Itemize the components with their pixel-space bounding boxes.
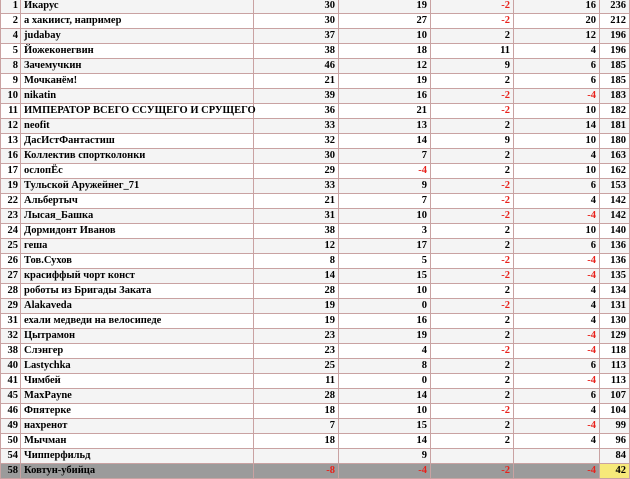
cell-score-1[interactable]: 21 — [254, 74, 339, 89]
cell-rank[interactable]: 28 — [1, 284, 21, 299]
cell-score-3[interactable]: 2 — [431, 74, 514, 89]
cell-rank[interactable]: 24 — [1, 224, 21, 239]
cell-total[interactable]: 134 — [600, 284, 630, 299]
cell-total[interactable]: 236 — [600, 0, 630, 14]
cell-score-3[interactable]: 2 — [431, 329, 514, 344]
cell-score-3[interactable]: -2 — [431, 194, 514, 209]
table-row — [1, 59, 630, 74]
cell-score-3[interactable] — [431, 449, 514, 464]
cell-score-2[interactable]: 10 — [339, 209, 431, 224]
cell-score-4[interactable]: 6 — [514, 74, 600, 89]
cell-score-3[interactable]: 9 — [431, 134, 514, 149]
cell-score-1[interactable]: 33 — [254, 179, 339, 194]
cell-score-1[interactable]: 11 — [254, 374, 339, 389]
cell-score-4[interactable]: -4 — [514, 344, 600, 359]
cell-rank[interactable]: 49 — [1, 419, 21, 434]
cell-score-2[interactable]: 19 — [339, 329, 431, 344]
cell-rank[interactable]: 32 — [1, 329, 21, 344]
cell-total[interactable]: 130 — [600, 314, 630, 329]
cell-team-name[interactable]: Коллектив спортколонки — [21, 149, 254, 164]
cell-rank[interactable]: 10 — [1, 89, 21, 104]
cell-score-1[interactable]: 38 — [254, 44, 339, 59]
cell-total[interactable]: 142 — [600, 194, 630, 209]
cell-team-name[interactable]: Йожеконегвин — [21, 44, 254, 59]
cell-team-name[interactable]: Мычман — [21, 434, 254, 449]
cell-team-name[interactable]: Альбертыч — [21, 194, 254, 209]
cell-score-1[interactable]: 39 — [254, 89, 339, 104]
cell-score-2[interactable]: 9 — [339, 449, 431, 464]
cell-score-4[interactable]: -4 — [514, 254, 600, 269]
cell-score-2[interactable]: 15 — [339, 269, 431, 284]
cell-total[interactable]: 131 — [600, 299, 630, 314]
cell-score-2[interactable]: 10 — [339, 29, 431, 44]
table-row — [1, 359, 630, 374]
cell-total[interactable]: 163 — [600, 149, 630, 164]
cell-score-4[interactable]: -4 — [514, 269, 600, 284]
cell-score-2[interactable]: 0 — [339, 374, 431, 389]
cell-score-1[interactable]: 46 — [254, 59, 339, 74]
cell-score-4[interactable]: 4 — [514, 44, 600, 59]
cell-total[interactable]: 113 — [600, 359, 630, 374]
cell-total[interactable]: 185 — [600, 74, 630, 89]
cell-score-3[interactable]: -2 — [431, 89, 514, 104]
cell-score-4[interactable]: 4 — [514, 299, 600, 314]
table-row — [1, 404, 630, 419]
cell-score-1[interactable]: 36 — [254, 104, 339, 119]
cell-score-3[interactable]: 2 — [431, 224, 514, 239]
cell-score-2[interactable]: 16 — [339, 314, 431, 329]
table-row — [1, 164, 630, 179]
cell-total[interactable]: 99 — [600, 419, 630, 434]
cell-rank[interactable]: 16 — [1, 149, 21, 164]
table-row — [1, 314, 630, 329]
cell-rank[interactable]: 19 — [1, 179, 21, 194]
cell-score-4[interactable]: 10 — [514, 134, 600, 149]
cell-total[interactable]: 136 — [600, 254, 630, 269]
cell-team-name[interactable]: Тов.Сухов — [21, 254, 254, 269]
table-row — [1, 389, 630, 404]
cell-score-3[interactable]: 11 — [431, 44, 514, 59]
cell-team-name[interactable]: Чимбей — [21, 374, 254, 389]
cell-rank[interactable]: 26 — [1, 254, 21, 269]
cell-score-2[interactable]: 4 — [339, 344, 431, 359]
cell-team-name[interactable]: judabay — [21, 29, 254, 44]
cell-score-1[interactable]: 37 — [254, 29, 339, 44]
cell-team-name[interactable]: Чипперфильд — [21, 449, 254, 464]
table-row — [1, 44, 630, 59]
cell-score-4[interactable]: 12 — [514, 29, 600, 44]
cell-score-1[interactable]: 31 — [254, 209, 339, 224]
cell-total[interactable]: 153 — [600, 179, 630, 194]
cell-score-2[interactable]: 18 — [339, 44, 431, 59]
cell-score-2[interactable]: 21 — [339, 104, 431, 119]
cell-team-name[interactable]: а хакиист, например — [21, 14, 254, 29]
table-row — [1, 374, 630, 389]
table-row — [1, 464, 630, 479]
cell-score-2[interactable]: 17 — [339, 239, 431, 254]
cell-score-4[interactable]: 6 — [514, 59, 600, 74]
cell-score-2[interactable]: 12 — [339, 59, 431, 74]
table-row — [1, 209, 630, 224]
cell-score-2[interactable]: 13 — [339, 119, 431, 134]
cell-score-2[interactable]: 14 — [339, 134, 431, 149]
table-row — [1, 89, 630, 104]
cell-score-2[interactable]: 3 — [339, 224, 431, 239]
table-row — [1, 299, 630, 314]
table-row — [1, 0, 630, 14]
cell-score-1[interactable]: 30 — [254, 14, 339, 29]
cell-rank[interactable]: 8 — [1, 59, 21, 74]
cell-team-name[interactable]: ДасИстФантастиш — [21, 134, 254, 149]
cell-score-1[interactable]: 25 — [254, 359, 339, 374]
cell-score-2[interactable]: 0 — [339, 299, 431, 314]
cell-score-4[interactable]: 10 — [514, 164, 600, 179]
cell-rank[interactable]: 5 — [1, 44, 21, 59]
cell-score-1[interactable]: 30 — [254, 149, 339, 164]
cell-team-name[interactable]: Тульской Аружейнег_71 — [21, 179, 254, 194]
table-row — [1, 149, 630, 164]
cell-score-1[interactable]: 8 — [254, 254, 339, 269]
cell-rank[interactable]: 58 — [1, 464, 21, 479]
cell-total[interactable]: 181 — [600, 119, 630, 134]
cell-total[interactable]: 135 — [600, 269, 630, 284]
cell-score-3[interactable]: 2 — [431, 29, 514, 44]
table-row — [1, 104, 630, 119]
cell-team-name[interactable]: neofit — [21, 119, 254, 134]
cell-score-3[interactable]: -2 — [431, 179, 514, 194]
table-row — [1, 419, 630, 434]
cell-rank[interactable]: 38 — [1, 344, 21, 359]
cell-team-name[interactable]: Лысая_Башка — [21, 209, 254, 224]
cell-rank[interactable]: 29 — [1, 299, 21, 314]
cell-team-name[interactable]: ехали медведи на велосипеде — [21, 314, 254, 329]
cell-rank[interactable]: 40 — [1, 359, 21, 374]
cell-score-4[interactable]: 6 — [514, 239, 600, 254]
cell-score-4[interactable]: -4 — [514, 374, 600, 389]
cell-rank[interactable]: 12 — [1, 119, 21, 134]
table-row — [1, 119, 630, 134]
cell-score-4[interactable]: 4 — [514, 194, 600, 209]
cell-score-4[interactable]: -4 — [514, 464, 600, 479]
cell-score-2[interactable]: 15 — [339, 419, 431, 434]
cell-total[interactable]: 84 — [600, 449, 630, 464]
table-row — [1, 254, 630, 269]
cell-score-3[interactable]: -2 — [431, 104, 514, 119]
cell-score-4[interactable]: 20 — [514, 14, 600, 29]
table-row — [1, 194, 630, 209]
cell-rank[interactable]: 23 — [1, 209, 21, 224]
cell-team-name[interactable]: Икарус — [21, 0, 254, 14]
cell-total[interactable]: 113 — [600, 374, 630, 389]
table-row — [1, 74, 630, 89]
cell-team-name[interactable]: Цытрамон — [21, 329, 254, 344]
cell-score-4[interactable]: 14 — [514, 119, 600, 134]
cell-score-1[interactable]: 28 — [254, 284, 339, 299]
cell-score-2[interactable]: -4 — [339, 464, 431, 479]
cell-score-4[interactable]: 6 — [514, 359, 600, 374]
cell-score-4[interactable]: 4 — [514, 314, 600, 329]
table-row — [1, 179, 630, 194]
cell-score-1[interactable]: 38 — [254, 224, 339, 239]
cell-score-3[interactable]: 2 — [431, 149, 514, 164]
cell-score-2[interactable]: 19 — [339, 0, 431, 14]
cell-total[interactable]: 142 — [600, 209, 630, 224]
cell-score-4[interactable]: 16 — [514, 0, 600, 14]
cell-score-3[interactable]: 2 — [431, 374, 514, 389]
cell-score-1[interactable]: 19 — [254, 314, 339, 329]
cell-score-1[interactable]: 19 — [254, 299, 339, 314]
cell-rank[interactable]: 2 — [1, 14, 21, 29]
cell-total[interactable]: 96 — [600, 434, 630, 449]
cell-team-name[interactable]: нахренот — [21, 419, 254, 434]
cell-rank[interactable]: 22 — [1, 194, 21, 209]
cell-score-1[interactable]: 18 — [254, 404, 339, 419]
cell-total[interactable]: 140 — [600, 224, 630, 239]
cell-total[interactable]: 196 — [600, 29, 630, 44]
table-row — [1, 449, 630, 464]
cell-score-1[interactable]: 21 — [254, 194, 339, 209]
cell-team-name[interactable]: MaxPayne — [21, 389, 254, 404]
cell-score-4[interactable]: 4 — [514, 404, 600, 419]
table-row — [1, 329, 630, 344]
cell-team-name[interactable]: Ковтун-убийца — [21, 464, 254, 479]
cell-score-4[interactable]: -4 — [514, 209, 600, 224]
table-row — [1, 224, 630, 239]
cell-rank[interactable]: 17 — [1, 164, 21, 179]
cell-score-1[interactable]: 30 — [254, 0, 339, 14]
cell-score-4[interactable]: 6 — [514, 179, 600, 194]
cell-total[interactable]: 107 — [600, 389, 630, 404]
cell-total[interactable]: 180 — [600, 134, 630, 149]
cell-rank[interactable]: 11 — [1, 104, 21, 119]
cell-team-name[interactable]: Alakaveda — [21, 299, 254, 314]
cell-total[interactable]: 185 — [600, 59, 630, 74]
cell-team-name[interactable]: Зачемучкин — [21, 59, 254, 74]
cell-score-4[interactable]: 10 — [514, 224, 600, 239]
cell-score-1[interactable]: -8 — [254, 464, 339, 479]
cell-score-1[interactable]: 33 — [254, 119, 339, 134]
cell-score-2[interactable]: 7 — [339, 149, 431, 164]
cell-team-name[interactable]: Lastychka — [21, 359, 254, 374]
cell-team-name[interactable]: геша — [21, 239, 254, 254]
cell-score-2[interactable]: 5 — [339, 254, 431, 269]
cell-score-2[interactable]: 27 — [339, 14, 431, 29]
cell-score-4[interactable]: 4 — [514, 284, 600, 299]
cell-team-name[interactable]: nikatin — [21, 89, 254, 104]
cell-score-3[interactable]: 2 — [431, 284, 514, 299]
cell-score-2[interactable]: 14 — [339, 389, 431, 404]
cell-score-4[interactable]: 10 — [514, 104, 600, 119]
cell-score-3[interactable]: -2 — [431, 464, 514, 479]
cell-total[interactable]: 104 — [600, 404, 630, 419]
cell-rank[interactable]: 4 — [1, 29, 21, 44]
table-row — [1, 344, 630, 359]
cell-score-2[interactable]: 14 — [339, 434, 431, 449]
cell-score-2[interactable]: -4 — [339, 164, 431, 179]
cell-score-1[interactable]: 23 — [254, 329, 339, 344]
cell-score-1[interactable]: 23 — [254, 344, 339, 359]
table-row — [1, 134, 630, 149]
cell-total[interactable]: 162 — [600, 164, 630, 179]
cell-score-1[interactable]: 12 — [254, 239, 339, 254]
cell-total[interactable]: 118 — [600, 344, 630, 359]
cell-score-3[interactable]: 2 — [431, 314, 514, 329]
table-row — [1, 434, 630, 449]
cell-score-2[interactable]: 16 — [339, 89, 431, 104]
cell-rank[interactable]: 45 — [1, 389, 21, 404]
table-row — [1, 14, 630, 29]
cell-score-2[interactable]: 9 — [339, 179, 431, 194]
cell-score-3[interactable]: -2 — [431, 404, 514, 419]
cell-team-name[interactable]: ИМПЕРАТОР ВСЕГО ССУЩЕГО И СРУЩЕГО — [21, 104, 254, 119]
cell-score-2[interactable]: 19 — [339, 74, 431, 89]
cell-score-3[interactable]: -2 — [431, 0, 514, 14]
cell-score-3[interactable]: -2 — [431, 269, 514, 284]
cell-score-3[interactable]: 2 — [431, 389, 514, 404]
cell-score-4[interactable]: 4 — [514, 149, 600, 164]
cell-score-4[interactable]: -4 — [514, 329, 600, 344]
cell-score-4[interactable]: -4 — [514, 419, 600, 434]
cell-rank[interactable]: 25 — [1, 239, 21, 254]
cell-score-3[interactable]: -2 — [431, 14, 514, 29]
table-row — [1, 239, 630, 254]
cell-rank[interactable]: 31 — [1, 314, 21, 329]
cell-score-2[interactable]: 8 — [339, 359, 431, 374]
cell-score-3[interactable]: 9 — [431, 59, 514, 74]
table-row — [1, 29, 630, 44]
table-row — [1, 284, 630, 299]
cell-total[interactable]: 183 — [600, 89, 630, 104]
cell-score-4[interactable]: -4 — [514, 89, 600, 104]
cell-score-1[interactable]: 7 — [254, 419, 339, 434]
cell-score-4[interactable]: 6 — [514, 389, 600, 404]
cell-score-2[interactable]: 10 — [339, 284, 431, 299]
cell-score-4[interactable]: 4 — [514, 434, 600, 449]
cell-team-name[interactable]: Фпятерке — [21, 404, 254, 419]
cell-score-1[interactable]: 18 — [254, 434, 339, 449]
cell-score-2[interactable]: 10 — [339, 404, 431, 419]
cell-team-name[interactable]: роботы из Бригады Заката — [21, 284, 254, 299]
table-row — [1, 269, 630, 284]
cell-score-3[interactable]: 2 — [431, 359, 514, 374]
cell-team-name[interactable]: красиффый чорт конст — [21, 269, 254, 284]
cell-score-1[interactable]: 28 — [254, 389, 339, 404]
cell-total[interactable]: 129 — [600, 329, 630, 344]
cell-team-name[interactable]: Дормидонт Иванов — [21, 224, 254, 239]
cell-score-4[interactable] — [514, 449, 600, 464]
cell-total[interactable]: 182 — [600, 104, 630, 119]
cell-score-3[interactable]: 2 — [431, 164, 514, 179]
standings-body — [1, 0, 630, 479]
cell-team-name[interactable]: Мочканём! — [21, 74, 254, 89]
cell-score-3[interactable]: 2 — [431, 419, 514, 434]
cell-score-3[interactable]: -2 — [431, 209, 514, 224]
cell-rank[interactable]: 9 — [1, 74, 21, 89]
cell-rank[interactable]: 27 — [1, 269, 21, 284]
cell-score-3[interactable]: 2 — [431, 239, 514, 254]
cell-rank[interactable]: 54 — [1, 449, 21, 464]
cell-score-3[interactable]: 2 — [431, 434, 514, 449]
cell-score-3[interactable]: -2 — [431, 344, 514, 359]
cell-score-3[interactable]: 2 — [431, 119, 514, 134]
cell-score-1[interactable] — [254, 449, 339, 464]
cell-score-1[interactable]: 14 — [254, 269, 339, 284]
cell-team-name[interactable]: ослопЁс — [21, 164, 254, 179]
cell-rank[interactable]: 50 — [1, 434, 21, 449]
cell-score-2[interactable]: 7 — [339, 194, 431, 209]
cell-total[interactable]: 136 — [600, 239, 630, 254]
cell-rank[interactable]: 46 — [1, 404, 21, 419]
cell-rank[interactable]: 13 — [1, 134, 21, 149]
cell-rank[interactable]: 41 — [1, 374, 21, 389]
cell-score-3[interactable]: -2 — [431, 254, 514, 269]
cell-score-1[interactable]: 32 — [254, 134, 339, 149]
cell-score-1[interactable]: 29 — [254, 164, 339, 179]
cell-total[interactable]: 42 — [600, 464, 630, 479]
cell-team-name[interactable]: Слэнгер — [21, 344, 254, 359]
cell-total[interactable]: 212 — [600, 14, 630, 29]
cell-rank[interactable]: 1 — [1, 0, 21, 14]
cell-total[interactable]: 196 — [600, 44, 630, 59]
cell-score-3[interactable]: -2 — [431, 299, 514, 314]
